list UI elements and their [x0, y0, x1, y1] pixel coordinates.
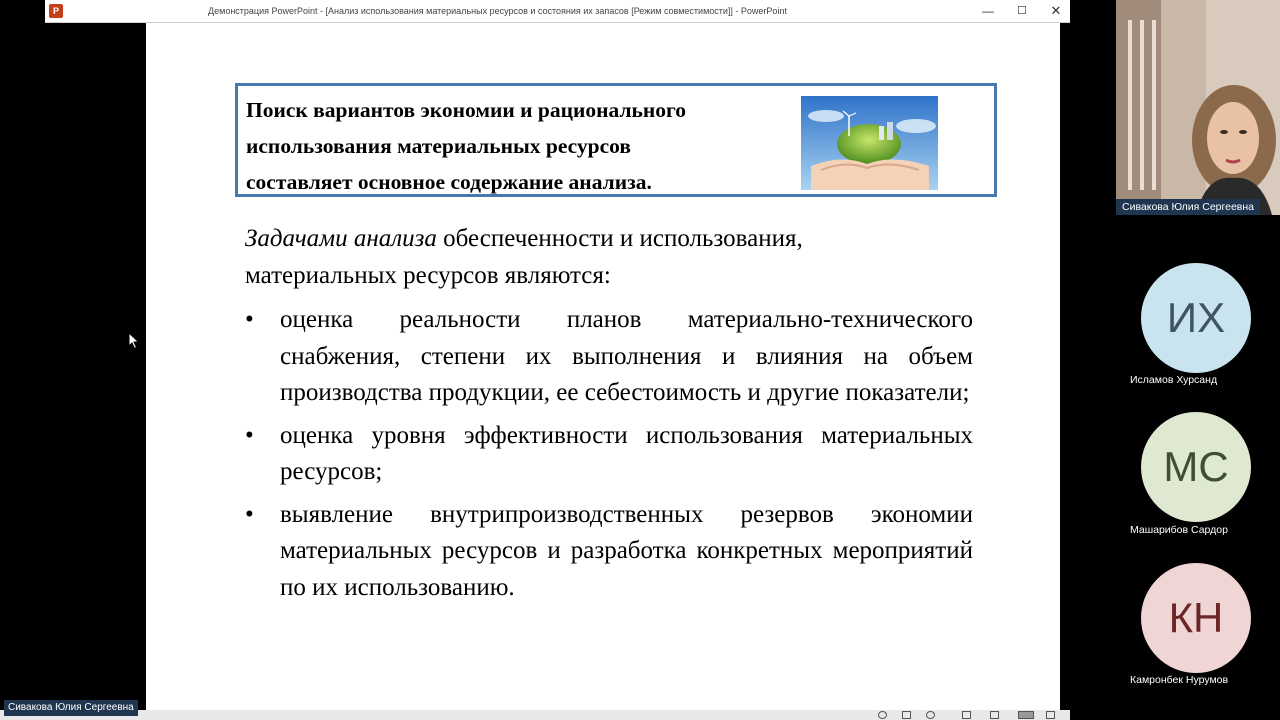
intro-rest: обеспеченности и использования, [436, 225, 803, 252]
bullet-icon: • [245, 306, 254, 333]
bullet-icon: • [245, 421, 254, 449]
list-item [245, 497, 973, 607]
video-participant-name: Сивакова Юлия Сергеевна [1116, 199, 1260, 215]
callout-line: составляет основное содержание анализа. [246, 170, 652, 194]
bullet-text: оценка уровня эффективности использования материальных ресурсов; [280, 421, 973, 485]
participant-video[interactable] [1116, 0, 1280, 215]
list-item [245, 302, 973, 412]
intro-italic: Задачами анализа [245, 225, 437, 252]
participant-avatar[interactable]: КН [1141, 563, 1251, 673]
participant-name: Исламов Хурсанд [1130, 374, 1218, 386]
maximize-button[interactable]: ☐ [1017, 5, 1027, 17]
presentation-status-bar [0, 710, 1070, 720]
reading-view-icon[interactable] [990, 711, 999, 719]
title-bar [45, 0, 1070, 23]
intro-line2: материальных ресурсов являются: [245, 261, 611, 289]
participant-avatar[interactable]: МС [1141, 412, 1251, 522]
earth-in-hands-image [801, 96, 938, 190]
close-button[interactable]: ✕ [1050, 3, 1062, 18]
callout-line: использования материальных ресурсов [246, 134, 631, 158]
minimize-button[interactable]: — [982, 4, 994, 18]
list-item [245, 418, 973, 491]
mouse-cursor-icon [128, 332, 140, 355]
callout-text [246, 92, 786, 200]
previous-slide-icon[interactable] [878, 711, 887, 719]
window-title: Демонстрация PowerPoint - [Анализ использования материальных ресурсов и состояния их запасов [Режим совместимости]] - PowerPoint [208, 6, 787, 16]
normal-view-icon[interactable] [962, 711, 971, 719]
powerpoint-window [45, 0, 1070, 720]
bullet-text: оценка реальности планов материально-технического снабжения, степени их выполнения и влияния на объем производства продукции, ее себестоимость и другие показатели; [280, 306, 973, 406]
zoom-fit-icon[interactable] [1046, 711, 1055, 719]
participant-name: Машарибов Сардор [1130, 524, 1228, 536]
slide-body [245, 221, 973, 612]
next-slide-icon[interactable] [926, 711, 935, 719]
bullet-icon: • [245, 500, 254, 528]
slide-sorter-icon[interactable] [902, 711, 911, 719]
callout-box [235, 83, 997, 197]
powerpoint-icon: P [49, 4, 63, 18]
slideshow-view-icon[interactable] [1018, 711, 1034, 719]
callout-line: Поиск вариантов экономии и рационального [246, 98, 687, 122]
participant-name: Камронбек Нурумов [1130, 674, 1229, 686]
bullet-text: выявление внутрипроизводственных резервов экономии материальных ресурсов и разработка конкретных мероприятий по их использованию. [280, 500, 973, 601]
participant-avatar[interactable]: ИХ [1141, 263, 1251, 373]
video-feed-image [1116, 0, 1280, 215]
bullet-list [245, 302, 973, 606]
participants-panel [1070, 0, 1280, 720]
intro-paragraph [245, 221, 973, 294]
slide[interactable] [146, 23, 1060, 710]
presenter-name-label: Сивакова Юлия Сергеевна [4, 700, 138, 716]
